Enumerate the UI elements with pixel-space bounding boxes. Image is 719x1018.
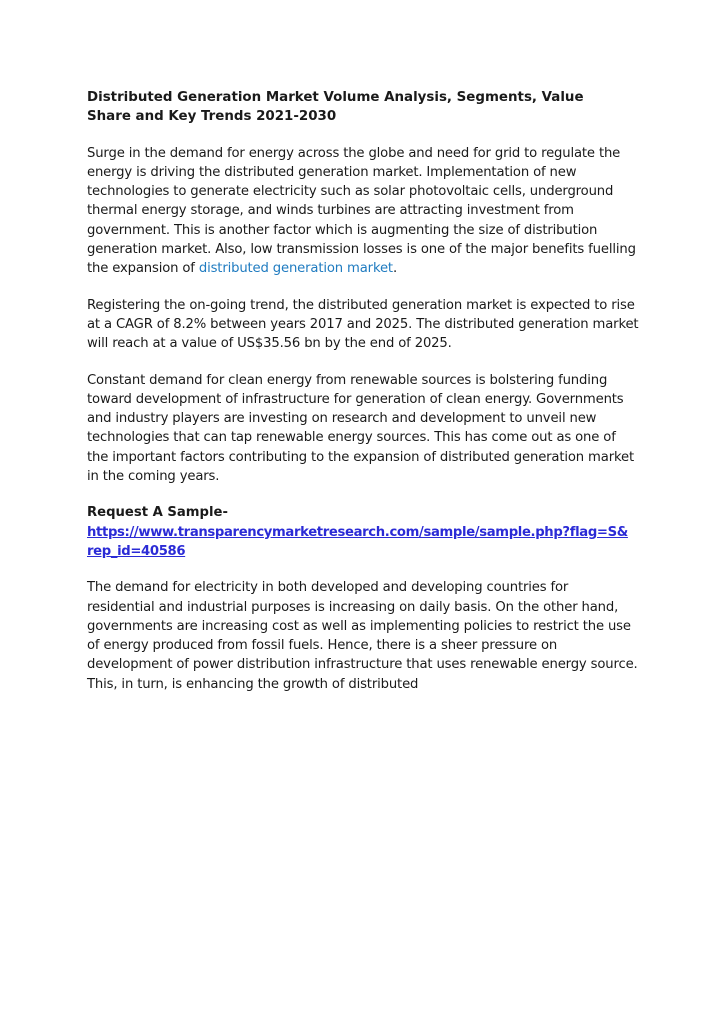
distributed-generation-market-link[interactable]: distributed generation market — [198, 261, 393, 277]
paragraph-clean-energy: Constant demand for clean energy from renewable sources is bolstering funding toward development of infrastructure for generation of clean energy. Governments and industry players are investing on research and development to unveil new technologies that can tap renewable energy sources. This has come out as one of the important factors contributing to the expansion of distributed generation market in the coming years. — [87, 372, 634, 485]
paragraph-intro — [87, 144, 639, 279]
request-sample-block — [87, 503, 639, 561]
request-sample-label: Request A Sample- — [87, 505, 228, 521]
paragraph-electricity-demand: The demand for electricity in both developed and developing countries for residential and industrial purposes is increasing on daily basis. On the other hand, governments are increasing cost as well as implementing policies to restrict the use of energy produced from fossil fuels. Hence, there is a sheer pressure on development of power distribution infrastructure that uses renewable energy source. This, in turn, is enhancing the growth of distributed — [87, 580, 638, 692]
paragraph-intro-end: . — [392, 261, 397, 277]
paragraph-intro-text: Surge in the demand for energy across the globe and need for grid to regulate the energy is driving the distributed generation market. Implementation of new technologies to generate electricity such as solar photovoltaic cells, underground thermal energy storage, and winds turbines are attracting investment from government. This is another factor which is augmenting the size of distribution generation market. Also, low transmission losses is one of the major benefits fuelling the expansion of — [87, 145, 636, 277]
document-title: Distributed Generation Market Volume Analysis, Segments, Value Share and Key Trends 2021-2030 — [87, 90, 584, 125]
request-sample-link[interactable]: https://www.transparencymarketresearch.com/sample/sample.php?flag=S&rep_id=40586 — [87, 524, 628, 559]
paragraph-cagr: Registering the on-going trend, the distributed generation market is expected to rise at a CAGR of 8.2% between years 2017 and 2025. The distributed generation market will reach at a value of US$35.56 bn by the end of 2025. — [87, 297, 639, 352]
